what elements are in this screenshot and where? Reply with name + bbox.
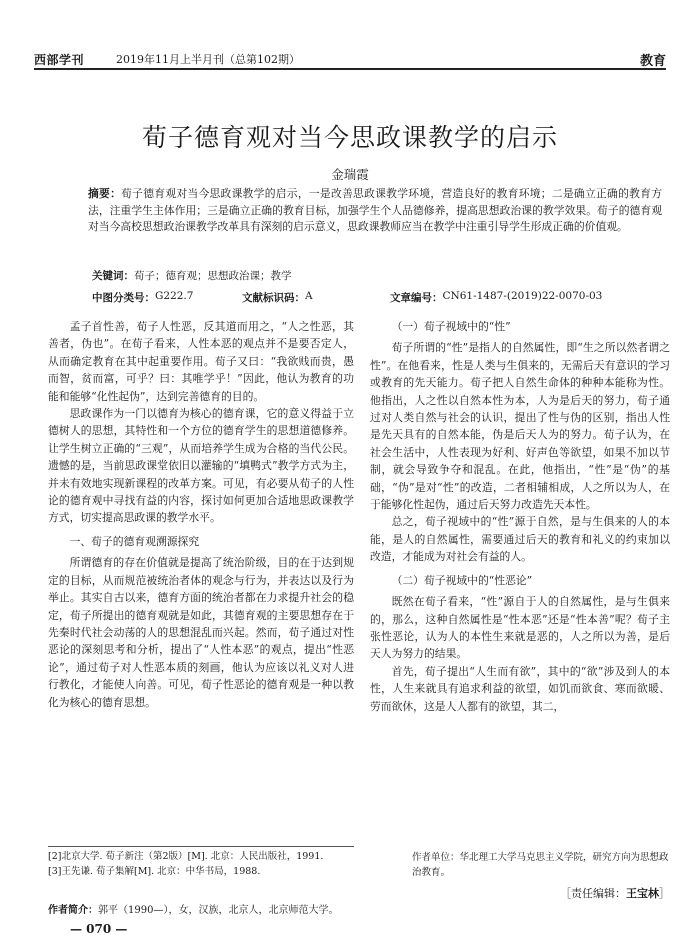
abstract-label: 摘要： <box>88 187 122 200</box>
references <box>48 846 354 879</box>
left-column <box>48 318 354 711</box>
body-paragraph: 首先，荀子提出“人生而有欲”，其中的“欲”涉及到人的本性，人生来就具有追求利益的欲望，如饥而欲食、寒而欲暖、劳而欲休，这是人人都有的欲望，其二， <box>370 664 670 713</box>
fund-note: 作者单位：华北理工大学马克思主义学院，研究方向为思想政治教育。 <box>412 852 669 878</box>
journal-name: 西部学刊 <box>34 53 85 67</box>
author-bio-text: 郭平（1990—），女，汉族，北京人，北京师范大学。 <box>98 905 339 916</box>
author-bio <box>48 901 338 916</box>
subsection-heading: （一）荀子视域中的“性” <box>391 320 511 333</box>
body-paragraph: 总之，荀子视域中的“性”源于自然，是与生俱来的人的本能，是人的自然属性，需要通过后天的教育和礼义的约束加以改造，才能成为对社会有益的人。 <box>370 515 670 564</box>
editor-credit: ［责任编辑：王宝林］ <box>560 887 670 900</box>
reference-item: [2]北京大学. 荀子新注（第2版）[M]. 北京：人民出版社，1991. <box>48 851 324 862</box>
page-number: — 070 — <box>70 922 128 936</box>
body-paragraph: 孟子首性善，荀子人性恶，反其道而用之，“人之性恶，其善者，伪也”。在荀子看来，人性本恶的观点并不是要否定人，从而确定教育在其中起重要作用。荀子又曰：“我欲贱而贵，愚而智，贫而富，可乎？曰：其唯学乎！”因此，他认为教育的功能和能够“化性起伪”，达到完善德育的目的。 <box>48 320 354 403</box>
abstract-text: 荀子德育观对当今思政课教学的启示，一是改善思政课教学环境，营造良好的教育环境；二是确立正确的教育方法，注重学生主体作用；三是确立正确的教育目标，加强学生个人品德修养，提高思想政治课的教学效果。荀子的德育观对当今高校思想政治课教学改革具有深刻的启示意义，思政课教师应当在教学中注重引导学生形成正确的价值观。 <box>88 187 663 233</box>
reference-item: [3]王先谦. 荀子集解[M]. 北京：中华书局，1988. <box>48 866 261 877</box>
article-author: 金瑞霞 <box>331 167 369 182</box>
section-heading: 一、荀子的德育观溯源探究 <box>69 534 200 548</box>
header-rule <box>34 68 666 70</box>
body-paragraph: 既然在荀子看来，“性”源自于人的自然属性，是与生俱来的，那么，这种自然属性是“性本恶”还是“性本善”呢？荀子主张性恶论，认为人的本性生来就是恶的，人之所以为善，是后天人为努力的结果。 <box>370 595 670 661</box>
article-number: 文章编号： CN61-1487-(2019)22-0070-03 <box>390 290 603 304</box>
body-paragraph: 所谓德育的存在价值就是提高了统治阶级，目的在于达到规定的目标，从而规范被统治者体的观念与行为，并表达以及行为举止。其实自古以来，德育方面的统治者都在力求提升社会的稳定，荀子所提出的德育观就是如此，其德育观的主要思想存在于先秦时代社会动荡的人的思想混乱而兴起。然而，荀子通过对性恶论的深刻思考和分析，提出了“人性本恶”的观点，提出“性恶论”，通过荀子对人性恶本质的刻画，他认为应该以礼义对人进行教化，才能使人向善。可见，荀子性恶论的德育观是一种以教化为核心的德育思想。 <box>48 556 354 709</box>
editor-name: 王宝林 <box>626 887 659 900</box>
document-code: 文献标识码： A <box>242 290 313 304</box>
body-paragraph: 荀子所谓的“性”是指人的自然属性，即“生之所以然者谓之性”。在他看来，性是人类与生俱来的，无需后天有意识的学习或教育的先天能力。荀子把人自然生命体的种种本能称为性。他指出，人之性以自然本性为本，人为是后天的努力，荀子通过对人类自然与社会的认识，提出了性与伪的区别，指出人性是先天具有的自然本能，伪是后天人为的努力。荀子认为，在社会生活中，人性表现为好利、好声色等欲望，如果不加以节制，就会导致争夺和混乱。在此，他指出，“性”是“伪”的基础，“伪”是对“性”的改造，二者相辅相成，人之所以为人，在于能够化性起伪，通过后天努力改造先天本性。 <box>370 341 670 512</box>
author-bio-label: 作者简介： <box>48 905 98 916</box>
article-title: 荀子德育观对当今思政课教学的启示 <box>141 123 558 152</box>
right-column <box>370 318 670 715</box>
abstract <box>88 186 662 236</box>
keywords-text: 荀子；德育观；思想政治课；教学 <box>134 270 292 282</box>
running-header <box>34 48 666 70</box>
issue-info: 2019年11月上半月刊（总第102期） <box>116 53 300 66</box>
subsection-heading: （二）荀子视域中的“性恶论” <box>391 573 533 587</box>
keywords <box>92 268 292 283</box>
body-paragraph: 思政课作为一门以德育为核心的德育课，它的意义得益于立德树人的思想，其特性和一个方位的德育学生的思想道德修养。让学生树立正确的“三观”，从而培养学生成为合格的当代公民。遗憾的是，当前思政课堂依旧以灌输的“填鸭式”教学方式为主，并未有效地实现新课程的改革方案。可见，有必要从荀子的人性论的德育观中寻找有益的内容，探讨如何更加合适地思政课教学方式，切实提高思政课的教学水平。 <box>48 407 354 525</box>
clc-number: 中图分类号： G222.7 <box>92 290 194 304</box>
section-label: 教育 <box>639 54 666 69</box>
keywords-label: 关键词： <box>92 270 134 282</box>
